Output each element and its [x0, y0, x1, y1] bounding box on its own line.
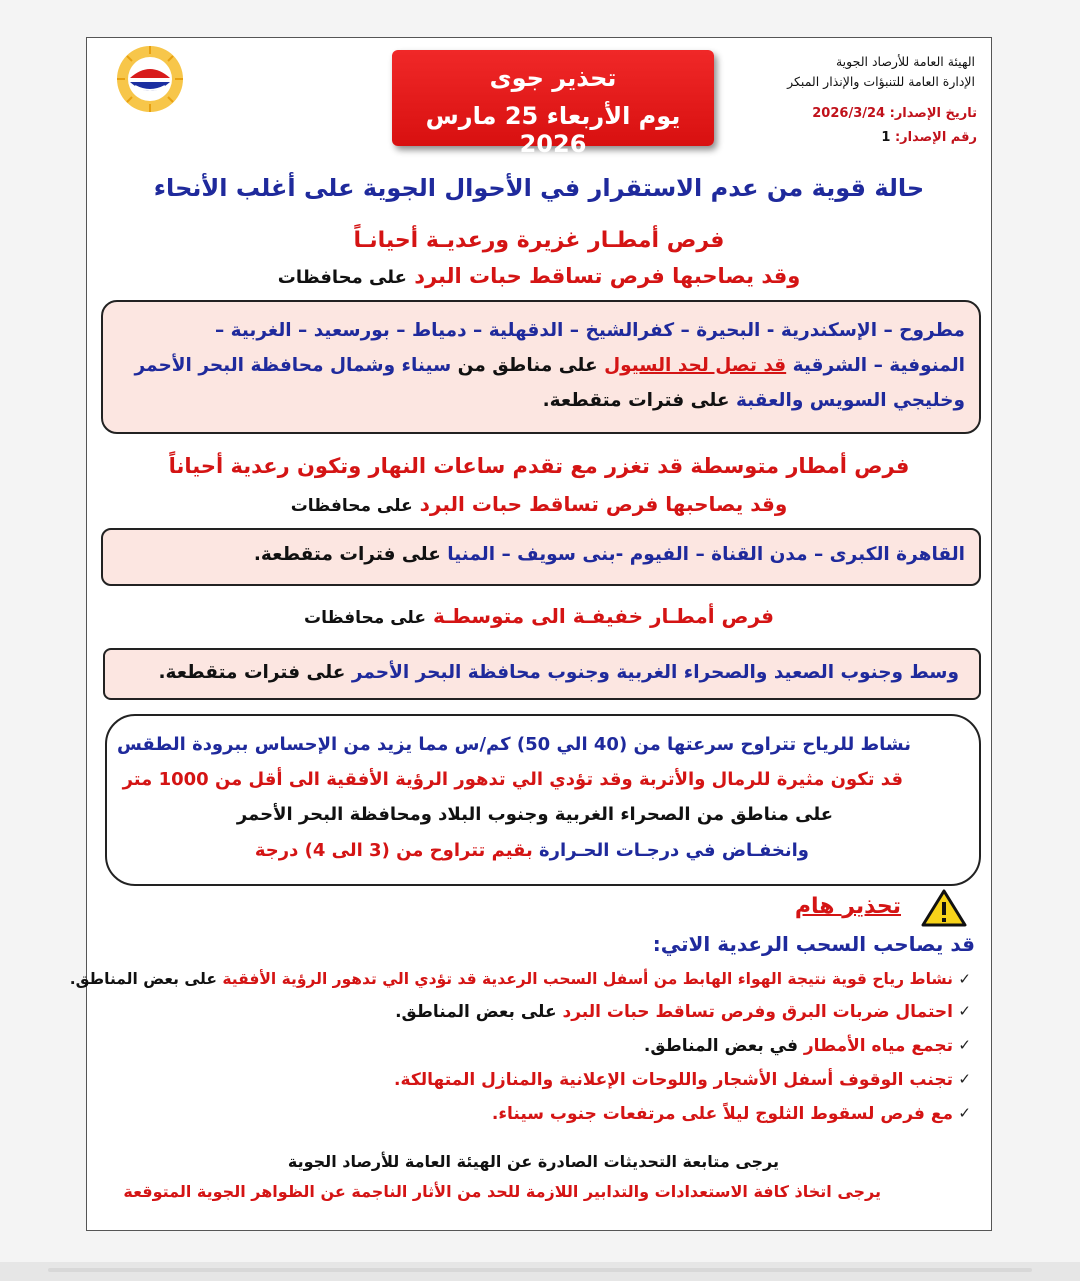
intermittent-text: على فترات متقطعة. [542, 390, 730, 411]
check-mark-icon: ✓ [958, 1036, 971, 1054]
check-mark-icon: ✓ [958, 970, 971, 988]
section1-subheading [87, 264, 991, 288]
issue-date-label: تاريخ الإصدار: [889, 106, 977, 121]
warning-item-4-red: تجنب الوقوف أسفل الأشجار واللوحات الإعلانية والمنازل المتهالكة. [394, 1070, 953, 1090]
warning-item-1 [70, 970, 953, 988]
warning-item-5 [492, 1104, 953, 1124]
gulfs-text: وخليجي السويس والعقبة [736, 390, 965, 411]
issue-date [812, 106, 977, 121]
issue-number-value: 1 [881, 130, 891, 145]
scroll-indicator [48, 1268, 1032, 1272]
section2-box [101, 528, 981, 586]
important-warning-title: تحذير هام [794, 894, 901, 919]
banner-title: تحذير جوى [489, 64, 617, 92]
warning-item-3 [644, 1036, 953, 1056]
section3-regions: وسط وجنوب الصعيد والصحراء الغربية وجنوب محافظة البحر الأحمر [351, 662, 959, 683]
light-rain-text: فرص أمطـار خفيفـة الى متوسطـة [432, 604, 774, 628]
winds-line2: قد تكون مثيرة للرمال والأتربة وقد تؤدي الي تدهور الرؤية الأفقية الى أقل من 1000 متر [122, 769, 903, 790]
hail-chance-text: وقد يصاحبها فرص تساقط حبات البرد [414, 264, 801, 288]
section2-governorates: القاهرة الكبرى – مدن القناة – الفيوم -بنى سويف – المنيا [447, 544, 965, 565]
winds-line3: على مناطق من الصحراء الغربية وجنوب البلاد ومحافظة البحر الأحمر [236, 804, 833, 825]
winds-line1: نشاط للرياح تتراوح سرعتها من (40 الي 50) كم/س مما يزيد من الإحساس ببرودة الطقس [116, 734, 911, 755]
check-mark-icon: ✓ [958, 1104, 971, 1122]
main-title: حالة قوية من عدم الاستقرار في الأحوال الجوية على أغلب الأنحاء [153, 174, 925, 202]
org-name: الهيئة العامة للأرصاد الجوية [835, 54, 975, 69]
warning-item-2-red: احتمال ضربات البرق وفرص تساقط حبات البرد [562, 1002, 953, 1022]
section2-box-line [117, 544, 965, 565]
warning-item-2 [395, 1002, 953, 1022]
warning-item-4 [394, 1070, 953, 1090]
warning-item-1-black: على بعض المناطق. [69, 970, 217, 988]
section2-heading: فرص أمطار متوسطة قد تغزر مع تقدم ساعات النهار وتكون رعدية أحياناً [168, 454, 910, 478]
section3-heading [87, 604, 991, 628]
warning-item-3-black: في بعض المناطق. [643, 1036, 798, 1056]
governorates-text: المنوفية – الشرقية [792, 355, 965, 376]
temp-range-text: بقيم تتراوح من (3 الى 4) درجة [254, 840, 533, 861]
issue-number [881, 130, 977, 145]
section3-intermittent: على فترات متقطعة. [158, 662, 346, 683]
section3-box-line [119, 662, 959, 683]
section1-box [101, 300, 981, 434]
section1-heading: فرص أمطـار غزيرة ورعديـة أحيانـاً [353, 228, 725, 253]
hail-chance-text-2: وقد يصاحبها فرص تساقط حبات البرد [419, 492, 788, 516]
issue-number-label: رقم الإصدار: [894, 130, 977, 145]
temp-drop-text: وانخفـاض في درجـات الحـرارة [539, 840, 809, 861]
thunderclouds-subtitle: قد يصاحب السحب الرعدية الاتي: [652, 932, 975, 956]
section1-box-line2 [117, 355, 965, 376]
section2-intermittent: على فترات متقطعة. [253, 544, 441, 565]
sinai-text: سيناء وشمال محافظة البحر الأحمر [134, 355, 452, 376]
on-governorates-text-2: على محافظات [290, 496, 413, 516]
areas-of-text: على مناطق من [457, 355, 598, 376]
footer-precautions: يرجى اتخاذ كافة الاستعدادات والتدابير اللازمة للحد من الأثار الناجمة عن الظواهر الجوية المتوقعة [123, 1182, 881, 1201]
section2-subheading [87, 492, 991, 516]
check-mark-icon: ✓ [958, 1070, 971, 1088]
footer-follow-updates: يرجى متابعة التحديثات الصادرة عن الهيئة العامة للأرصاد الجوية [287, 1152, 779, 1171]
warning-item-2-black: على بعض المناطق. [395, 1002, 557, 1022]
on-governorates-text-3: على محافظات [304, 608, 426, 628]
warning-triangle-icon [921, 888, 967, 928]
document-page [69, 37, 992, 1231]
warning-item-5-red: مع فرص لسقوط الثلوج ليلاً على مرتفعات جنوب سيناء. [491, 1104, 953, 1124]
floods-warning-text: قد تصل لحد السيول [604, 355, 787, 376]
section3-box [103, 648, 981, 700]
warning-item-3-red: تجمع مياه الأمطار [803, 1036, 953, 1056]
on-governorates-text: على محافظات [277, 267, 407, 288]
section1-box-line1: مطروح – الإسكندرية - البحيرة – كفرالشيخ – الدقهلية – دمياط – بورسعيد – الغربية – [214, 320, 965, 341]
meteorology-authority-logo [115, 44, 185, 114]
winds-line4 [121, 840, 809, 861]
section1-box-line3 [117, 390, 965, 411]
warning-item-1-red: نشاط رياح قوية نتيجة الهواء الهابط من أسفل السحب الرعدية قد تؤدي الي تدهور الرؤية الأفقية [222, 970, 953, 988]
warning-banner [392, 50, 714, 158]
issue-date-value: 2026/3/24 [812, 106, 886, 121]
org-department: الإدارة العامة للتنبؤات والإنذار المبكر [787, 74, 975, 89]
banner-date: يوم الأربعاء 25 مارس 2026 [425, 102, 681, 158]
check-mark-icon: ✓ [958, 1002, 971, 1020]
winds-box [105, 714, 981, 886]
